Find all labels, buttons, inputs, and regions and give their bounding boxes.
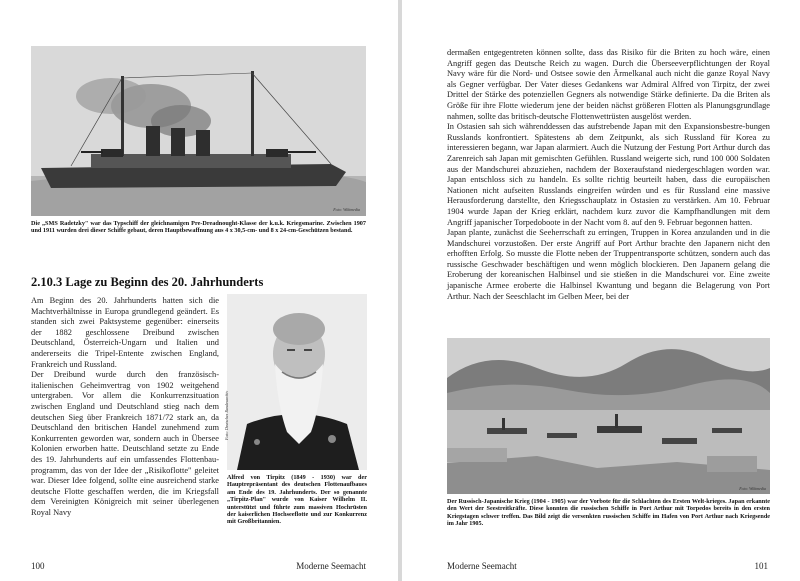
left-page <box>0 0 398 581</box>
ship-photo <box>31 46 366 216</box>
port-arthur-photo <box>447 338 770 494</box>
portrait-credit: Foto: Deutsches Bundesarchiv <box>224 390 229 440</box>
harbor-photo-caption: Der Russisch-Japanische Krieg (1904 - 1905) war der Vorbote für die Schlachten des Ersten Welt-krieges. Japan erkannte den Wert der Seestreitkräfte. Diese konnten die russischen Schiffe in Port Arthur mit Torpedos bereits in den ersten Kriegstagen schwer treffen. Das Bild zeigt die versenkten russischen Schiffe im Hafen von Port Arthur nach Kriegsende im Jahr 1905. <box>447 498 770 528</box>
right-running-title: Moderne Seemacht <box>447 561 517 571</box>
ship-photo-caption: Die „SMS Radetzky" war das Typschiff der gleichnamigen Pre-Dreadnought-Klasse der k.u.k. Kriegsmarine. Zwischen 1907 und 1911 wurden drei dieser Schiffe gebaut, deren Hauptbewaffnung aus 4 x 30,5-cm- und 8 x 24-cm-Geschützen bestand. <box>31 220 366 235</box>
right-page <box>402 0 800 581</box>
battleship-illustration <box>31 46 366 216</box>
portrait-illustration <box>227 294 367 470</box>
ship-photo-credit: Foto: Wikimedia <box>333 207 360 212</box>
section-heading: 2.10.3 Lage zu Beginn des 20. Jahrhunderts <box>31 275 264 289</box>
right-body-text: dermaßen entgegentreten können sollte, dass das Risiko für die Briten zu hoch wäre, einen Angriff gegen das Deutsche Reich zu wagen. Durch die Überseeverpflichtungen der Royal Navy wäre für die Nord- und Ostsee sowie den Ärmelkanal auch nicht die ganze Royal Navy als Gegner verfügbar. Der Vater dieses Gedankens war Admiral Alfred von Tirpitz, der zwei Drittel der Stärke des potenziellen Gegners als notwendige Stärke definierte. Da die Briten als Größe für ihre Flotte wiederum jene der beiden nächst größeren Flotten als Planungsgrundlage nahmen, sollte das britisch-deutsche Flottenwettrüsten ausgelöst werden. In Ostasien sah sich währenddessen das aufstrebende Japan mit den Expansionsbestre-bungen Russlands konfrontiert. Spätestens ab dem Zeitpunkt, als sich Russland für Korea zu interessieren begann, war Japan alarmiert. Auch die Nutzung der Festung Port Arthur durch das Zarenreich sah Japan mit gemischten Gefühlen. Russland weigerte sich, rund 100 000 Soldaten aus der Mandschurei abzuziehen, nachdem der Boxeraufstand niedergeschlagen worden war. Japan entschloss sich zu handeln. Es sollte richtig beurteilt haben, dass die europäischen Nationen nicht aufseiten Russlands eingreifen würden und es für Russland eine massive Herausforderung darstellte, den Kriegsschauplatz in Ostasien zu verstärken. Am 10. Februar 1904 wurde Japan der Krieg erklärt, nachdem kurz zuvor die Kampfhandlungen mit dem Angriff japanischer Torpedoboote in der Nacht vom 8. auf den 9. Februar begonnen hatten. Japan plante, zunächst die Seeherrschaft zu erringen, Truppen in Korea anzulanden und in die Mandschurei vorzustoßen. Der erste Angriff auf Port Arthur brachte den Japanern nicht den erhofften Erfolg. So musste die Flotte neben der Truppentransporte schützen, sondern auch das russische Geschwader beschäftigen und wenn möglich blockieren. Den Japanern gelang die Eroberung der koreanischen Halbinsel und sie stießen in die Mandschurei vor. Eine zweite japanische Armee eroberte die Halbinsel Kwantung und begann die Belagerung von Port Arthur. Nach der Seeschlacht im Gelben Meer, bei der <box>447 48 770 301</box>
portrait-caption: Alfred von Tirpitz (1849 - 1930) war der Hauptrepräsentant des deutschen Flottenaufbaues am Ende des 19. Jahrhunderts. Der so genannte „Tirpitz-Plan" wurde von Kaiser Wilhelm II. unterstützt und führte zum massiven Hochrüsten der kaiserlichen Hochseeflotte und zur Konkurrenz mit Großbritannien. <box>227 474 367 526</box>
harbor-illustration <box>447 338 770 494</box>
left-page-number: 100 <box>31 561 45 571</box>
harbor-photo-credit: Foto: Wikimedia <box>739 486 766 491</box>
tirpitz-portrait <box>224 294 367 470</box>
left-body-text: Am Beginn des 20. Jahrhunderts hatten sich die Machtverhältnisse in Europa grundlegend geändert. Es standen sich zwei Paktsysteme gegenüber: einerseits der 1882 geschlossene Dreibund zwischen Deutschland, Österreich-Ungarn und Italien und andererseits die Tripel-Entente zwischen England, Frankreich und Russland. Der Dreibund wurde durch den französisch-italienischen Geheimvertrag von 1902 weitgehend untergraben. Vor allem die Konkurrenzsituation zwischen England und Deutschland stieg nach dem deutschen Sieg über Frankreich 1871/72 stark an, da Deutschland den britischen Handel zunehmend zum Konkurrenten geworden war, sondern auch in Übersee Kolonien erworben hatte. Deutschland setzte zu Ende des 19. Jahrhunderts auf ein umfassendes Flottenbau-programm, das von der Idee der „Risikoflotte" geleitet war. Dieser Idee folgend, sollte eine ausreichend starke deutsche Flotte geschaffen werden, die im Kriegsfall dem Vereinigten Königreich mit seiner überlegenen Royal Navy <box>31 296 219 517</box>
right-page-number: 101 <box>754 561 768 571</box>
left-running-title: Moderne Seemacht <box>296 561 366 571</box>
